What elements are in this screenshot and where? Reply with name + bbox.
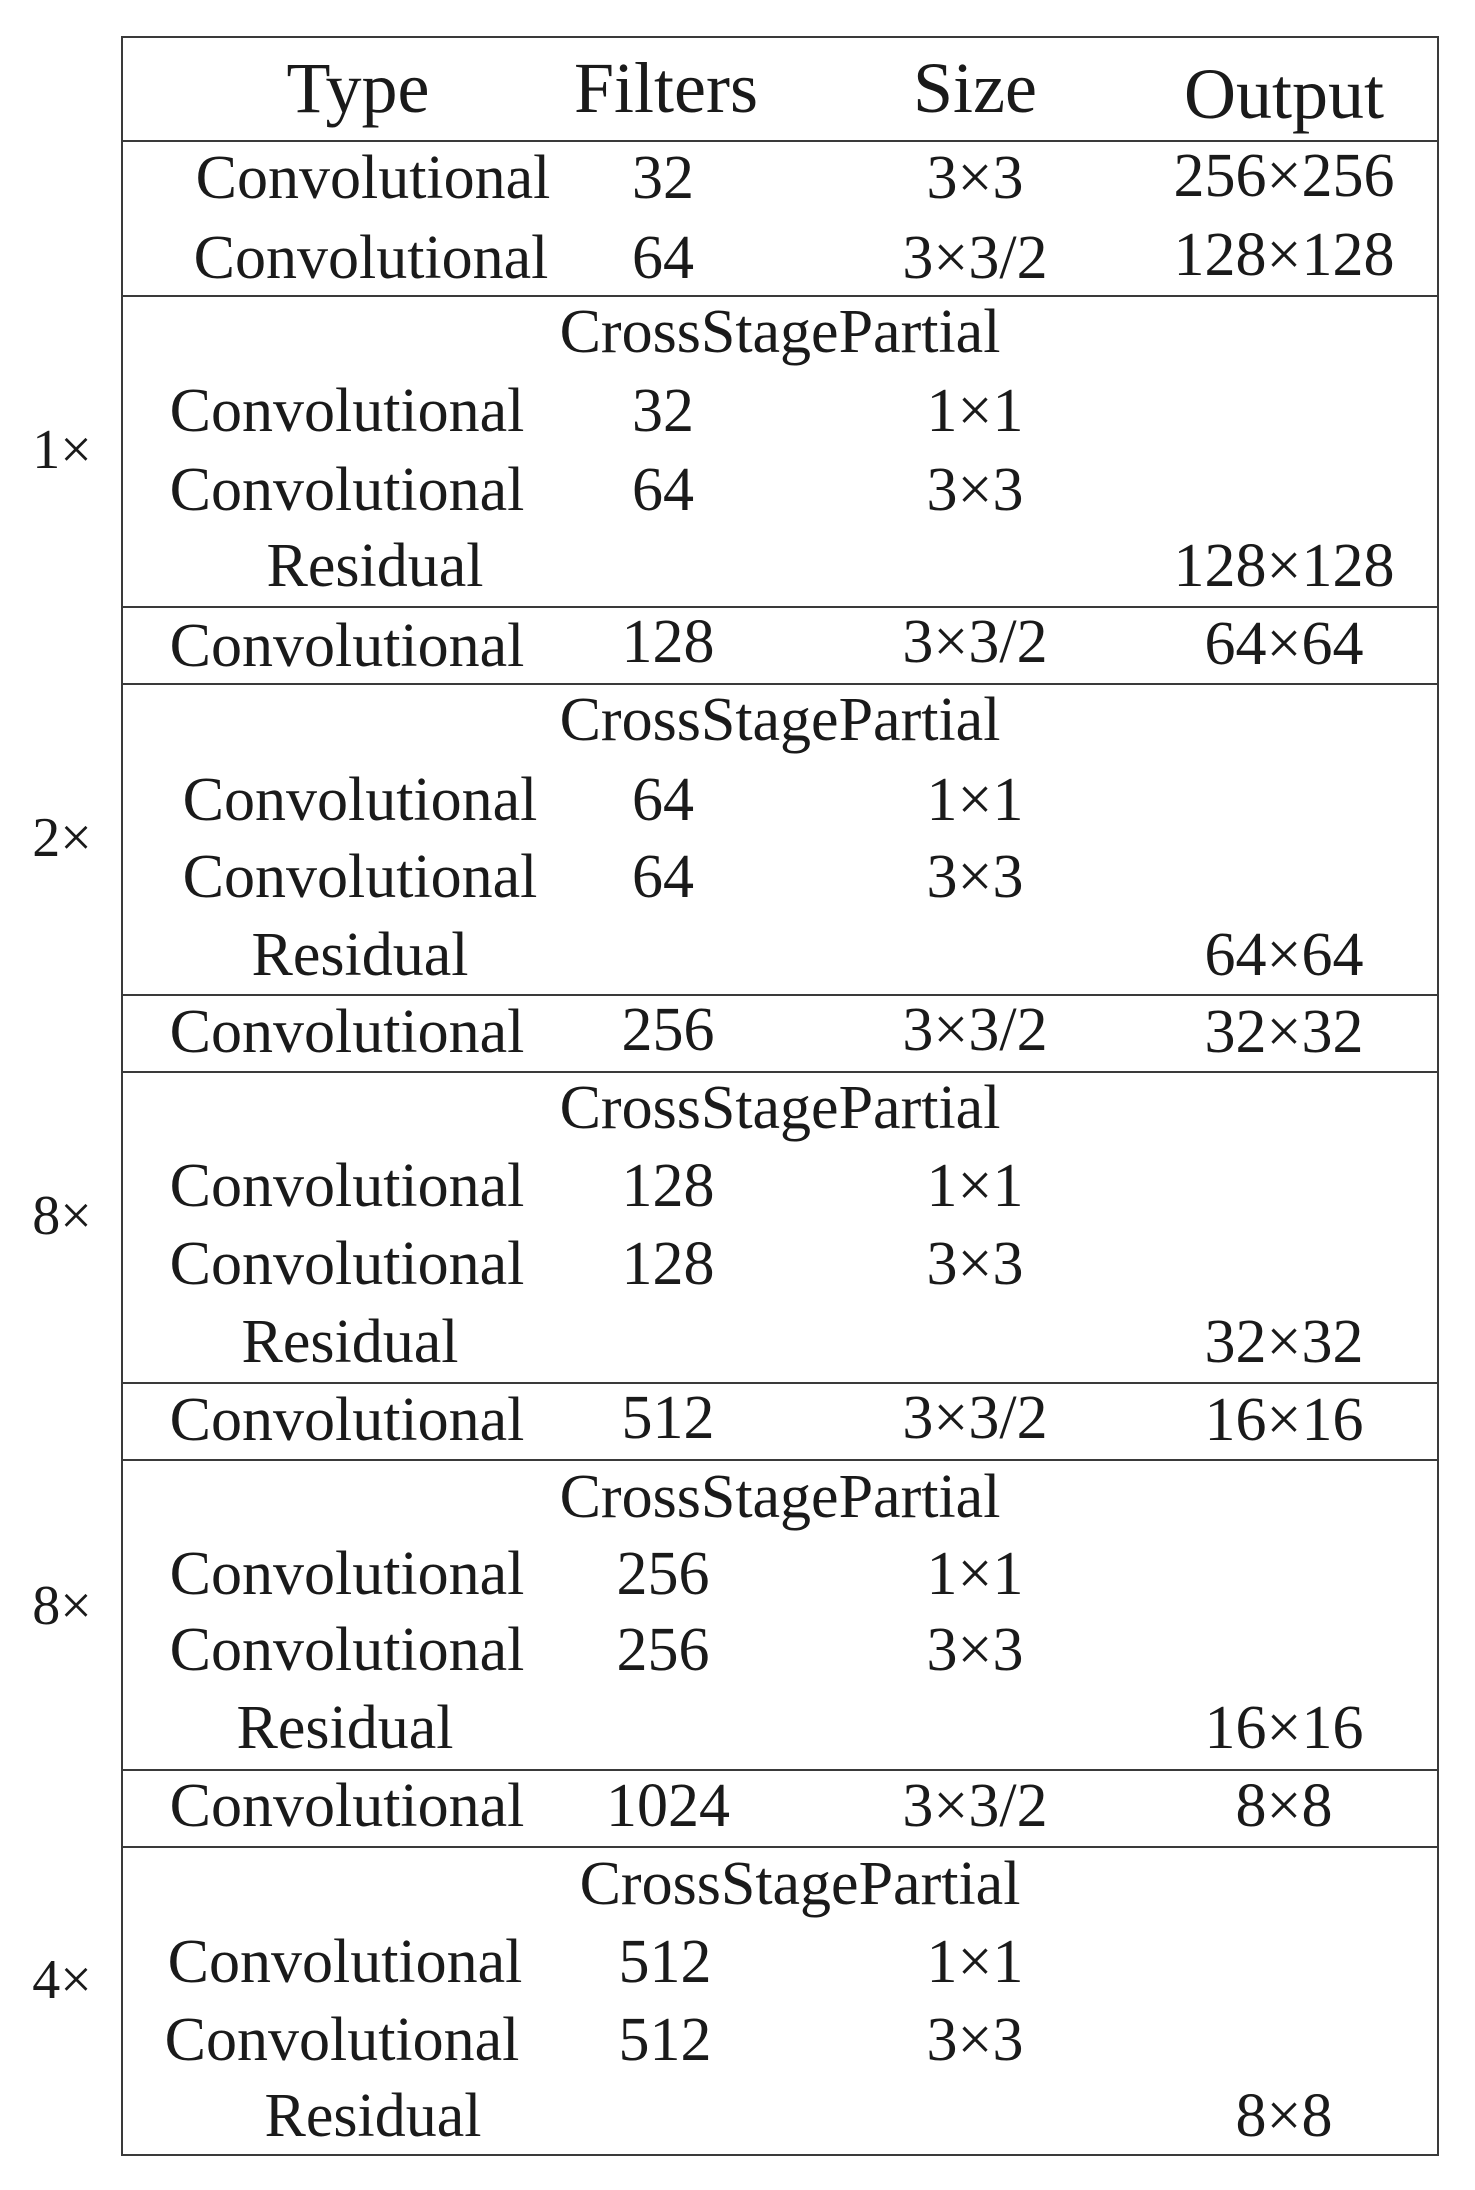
layer-filters: 32 (632, 144, 694, 212)
layer-type: Convolutional (195, 144, 551, 212)
layer-filters: 256 (616, 1540, 710, 1608)
block-label: CrossStagePartial (579, 1850, 1021, 1918)
layer-type: Convolutional (169, 1386, 525, 1454)
layer-filters: 64 (632, 456, 694, 524)
layer-type: Convolutional (169, 1540, 525, 1608)
layer-size: 3×3/2 (902, 608, 1048, 676)
layer-filters: 512 (621, 1384, 715, 1452)
layer-type: Residual (241, 1308, 459, 1376)
layer-size: 3×3/2 (902, 1772, 1048, 1840)
layer-size: 1×1 (926, 1928, 1024, 1996)
layer-size: 1×1 (926, 377, 1024, 445)
layer-filters: 64 (632, 766, 694, 834)
layer-filters: 32 (632, 377, 694, 445)
layer-size: 3×3 (926, 456, 1024, 524)
repeat-count: 2× (32, 807, 92, 869)
layer-type: Convolutional (169, 1152, 525, 1220)
layer-size: 3×3 (926, 144, 1024, 212)
layer-filters: 1024 (606, 1772, 730, 1840)
layer-type: Convolutional (169, 456, 525, 524)
layer-output: 256×256 (1173, 142, 1395, 210)
layer-filters: 64 (632, 224, 694, 292)
layer-output: 16×16 (1204, 1694, 1364, 1762)
layer-type: Convolutional (182, 766, 538, 834)
block-label: CrossStagePartial (559, 686, 1001, 754)
row-divider (121, 1769, 1439, 1771)
layer-type: Residual (251, 921, 469, 989)
layer-type: Residual (264, 2082, 482, 2150)
repeat-count: 8× (32, 1575, 92, 1637)
repeat-count: 8× (32, 1185, 92, 1247)
layer-size: 3×3 (926, 1616, 1024, 1684)
layer-output: 32×32 (1204, 1308, 1364, 1376)
layer-type: Convolutional (169, 612, 525, 680)
layer-size: 3×3 (926, 1230, 1024, 1298)
row-divider (121, 295, 1439, 297)
layer-type: Convolutional (167, 1928, 523, 1996)
layer-filters: 128 (621, 1230, 715, 1298)
layer-output: 128×128 (1173, 221, 1395, 289)
header-output: Output (1183, 54, 1385, 134)
row-divider (121, 994, 1439, 996)
header-size: Size (913, 48, 1037, 128)
row-divider (121, 1382, 1439, 1384)
layer-filters: 512 (618, 1928, 712, 1996)
header-type: Type (286, 48, 430, 128)
layer-type: Convolutional (182, 843, 538, 911)
layer-size: 3×3/2 (902, 224, 1048, 292)
layer-type: Convolutional (169, 998, 525, 1066)
layer-output: 16×16 (1204, 1386, 1364, 1454)
row-divider (121, 1459, 1439, 1461)
layer-filters: 128 (621, 608, 715, 676)
row-divider (121, 1071, 1439, 1073)
layer-size: 1×1 (926, 1152, 1024, 1220)
layer-output: 8×8 (1235, 1772, 1333, 1840)
layer-size: 3×3/2 (902, 996, 1048, 1064)
layer-output: 32×32 (1204, 998, 1364, 1066)
layer-type: Residual (236, 1694, 454, 1762)
row-divider (121, 606, 1439, 608)
repeat-count: 4× (32, 1949, 92, 2011)
layer-size: 1×1 (926, 1540, 1024, 1608)
layer-filters: 512 (618, 2006, 712, 2074)
row-divider (121, 683, 1439, 685)
layer-output: 64×64 (1204, 921, 1364, 989)
block-label: CrossStagePartial (559, 1074, 1001, 1142)
layer-filters: 256 (621, 996, 715, 1064)
layer-filters: 256 (616, 1616, 710, 1684)
layer-output: 128×128 (1173, 532, 1395, 600)
layer-size: 3×3 (926, 2006, 1024, 2074)
layer-type: Convolutional (164, 2006, 520, 2074)
layer-size: 1×1 (926, 766, 1024, 834)
layer-type: Convolutional (169, 1616, 525, 1684)
layer-type: Convolutional (169, 1230, 525, 1298)
layer-output: 8×8 (1235, 2082, 1333, 2150)
layer-type: Convolutional (169, 1772, 525, 1840)
header-filters: Filters (573, 48, 759, 128)
layer-filters: 64 (632, 843, 694, 911)
row-divider (121, 1846, 1439, 1848)
block-label: CrossStagePartial (559, 298, 1001, 366)
layer-type: Convolutional (169, 377, 525, 445)
layer-size: 3×3/2 (902, 1384, 1048, 1452)
layer-type: Residual (266, 532, 484, 600)
block-label: CrossStagePartial (559, 1463, 1001, 1531)
repeat-count: 1× (32, 419, 92, 481)
layer-filters: 128 (621, 1152, 715, 1220)
layer-size: 3×3 (926, 843, 1024, 911)
layer-type: Convolutional (193, 224, 549, 292)
layer-output: 64×64 (1204, 610, 1364, 678)
